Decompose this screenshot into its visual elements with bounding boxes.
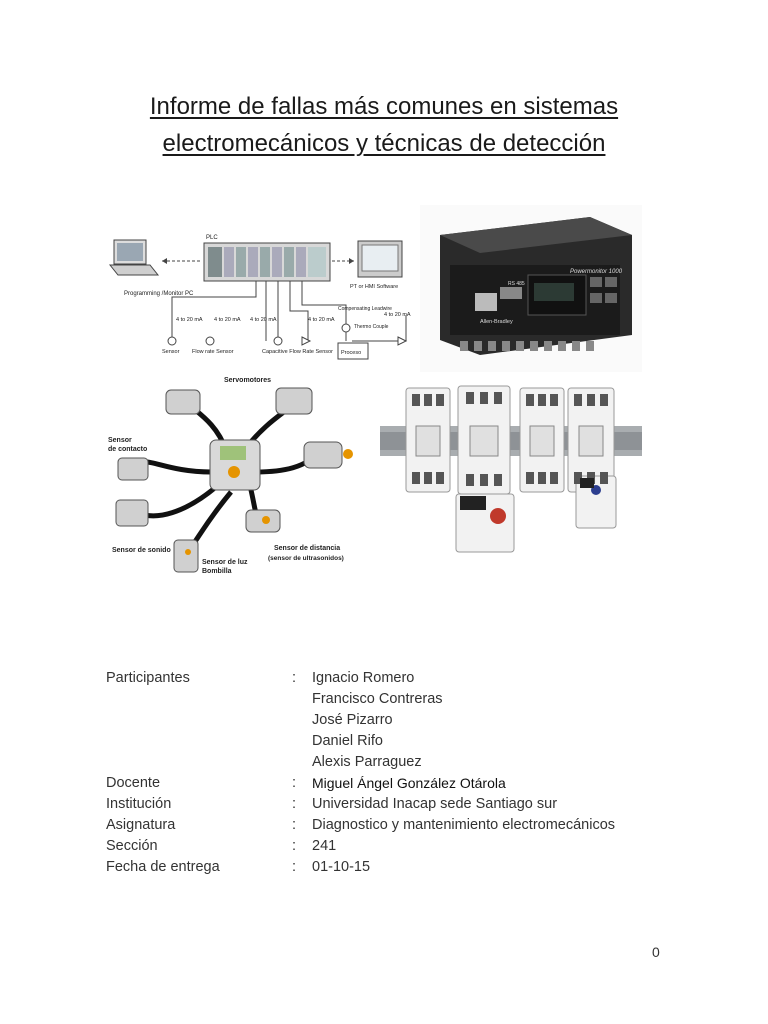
current-label-4: 4 to 20 mA [308, 317, 335, 323]
participant-name: Daniel Rifo [312, 733, 383, 749]
institution-value: Universidad Inacap sede Santiago sur [312, 796, 558, 812]
title-line-2: electromecánicos y técnicas de detección [162, 130, 606, 157]
separator: : [292, 796, 297, 812]
institution-row [106, 794, 706, 815]
light-label-1: Sensor de luz [202, 559, 248, 566]
touch-label-2: de contacto [108, 446, 148, 453]
pc-label: Programming /Monitor PC [124, 291, 194, 297]
participant-name: Francisco Contreras [312, 691, 443, 707]
hmi-screen-icon [358, 241, 402, 277]
subject-row [106, 815, 706, 836]
date-row [106, 857, 706, 878]
laptop-icon [110, 240, 158, 275]
flow-rate-label: Flow rate Sensor [192, 349, 234, 355]
power-monitor-brand: Allen-Bradley [480, 319, 513, 325]
participants-list [312, 668, 706, 773]
servo-label: Servomotores [224, 377, 272, 384]
separator: : [292, 775, 297, 791]
touch-label-1: Sensor [108, 437, 132, 444]
sound-label: Sensor de sonido [112, 547, 171, 554]
comp-leadwire-label: Compensating Leadwire [338, 306, 392, 312]
contactors-photo [380, 378, 642, 556]
page-number: 0 [652, 944, 660, 960]
teacher-value: Miguel Ángel González Otárola [312, 775, 506, 791]
current-label-2: 4 to 20 mA [214, 317, 241, 323]
subject-value: Diagnostico y mantenimiento electromecánicos [312, 817, 616, 833]
section-label: Sección [106, 838, 158, 854]
section-row [106, 836, 706, 857]
participants-row [106, 668, 706, 773]
thermo-label: Thermo Couple [354, 324, 389, 330]
current-label-5: 4 to 20 mA [384, 312, 411, 318]
distance-label-1: Sensor de distancia [274, 545, 341, 552]
teacher-label: Docente [106, 775, 161, 791]
plc-label: PLC [206, 235, 218, 241]
participant-name: Ignacio Romero [312, 670, 415, 686]
report-info [106, 668, 706, 878]
process-label: Proceso [341, 350, 362, 356]
plc-diagram-figure [106, 215, 420, 372]
title-line-1: Informe de fallas más comunes en sistemas [149, 93, 619, 120]
separator: : [292, 670, 297, 686]
power-monitor-model: Powermonitor 1000 [570, 269, 623, 275]
current-label-3: 4 to 20 mA [250, 317, 277, 323]
light-label-2: Bombilla [202, 568, 232, 575]
power-monitor-port: RS 485 [508, 281, 525, 287]
date-value: 01-10-15 [312, 859, 371, 875]
power-monitor-photo [420, 205, 642, 372]
plc-rack-icon [204, 243, 330, 281]
separator: : [292, 817, 297, 833]
nxt-brick-icon [210, 440, 260, 490]
contactors-svg [380, 378, 642, 556]
capacitive-label: Capacitive Flow Rate Sensor [262, 349, 333, 355]
participants-label: Participantes [106, 670, 190, 686]
lego-svg [106, 372, 368, 577]
sensor-label: Sensor [162, 349, 180, 355]
subject-label: Asignatura [106, 817, 176, 833]
distance-label-2: (sensor de ultrasonidos) [268, 555, 344, 562]
separator: : [292, 859, 297, 875]
participant-name: José Pizarro [312, 712, 393, 728]
current-label-1: 4 to 20 mA [176, 317, 203, 323]
power-monitor-svg [420, 205, 642, 372]
document-title [0, 88, 768, 162]
section-value: 241 [312, 838, 337, 854]
hmi-label: PT or HMI Software [350, 284, 399, 290]
lego-robot-sensors-photo [106, 372, 368, 577]
institution-label: Institución [106, 796, 172, 812]
participant-name: Alexis Parraguez [312, 754, 422, 770]
separator: : [292, 838, 297, 854]
teacher-row [106, 773, 706, 794]
plc-diagram-svg [106, 215, 420, 372]
date-label: Fecha de entrega [106, 859, 220, 875]
